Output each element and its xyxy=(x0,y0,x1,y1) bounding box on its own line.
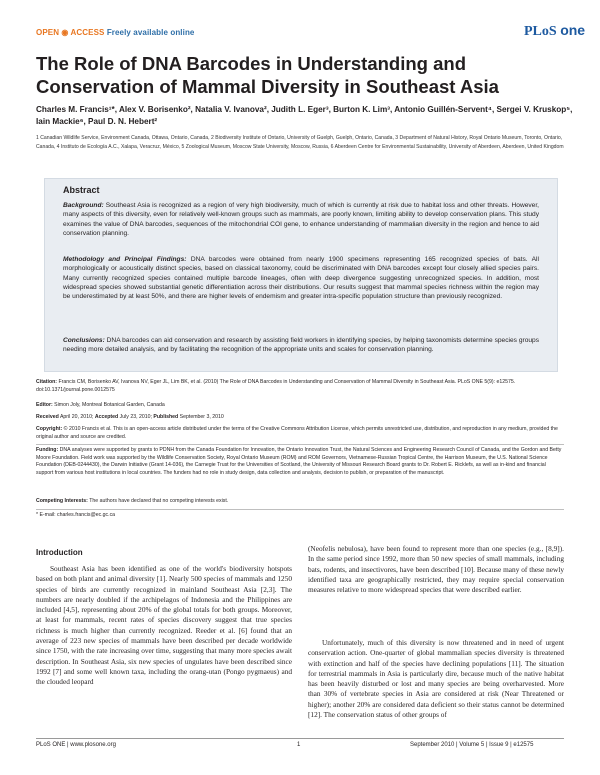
funding-text: DNA analyses were supported by grants to PDNH from the Canada Foundation for Innovation, the Ontario Innovation Trust, the Natural Sciences and Engineering Research Council of Canada, and the Gordon and Betty Moore Foundation. Field work was supported by the Wildlife Conservation Society, Royal Ontario Museum (ROM) and ROM Governors, Vietnamese-Russian Tropical Centre, the Harrison Museum, the U.S. National Science Foundation (DEB-0244430), the Darwin Initiative (Grant 14-036), the Carnegie Trust for the Universities of Scotland, the University of Missouri Research Board grants to Dr. Robert E. Ricklefs, as well as in-kind and financial support from various host institutions in local countries. The funders had no role in study design, data collection and analysis, decision to publish, or preparation of the manuscript. xyxy=(36,447,562,476)
intro-column-right-p1: (Neofelis nebulosa), have been found to represent more than one species (e.g., [8,9]). In the same period since 1992, more than 50 new species of small mammals, including bats, rodents, and insectivores, have been described [10]. Because many of these newly identified taxa are geographically restricted, they may require special conservation measures relative to more widespread species that were described earlier. xyxy=(308,544,564,595)
citation-text: Francis CM, Borisenko AV, Ivanova NV, Eger JL, Lim BK, et al. (2010) The Role of DNA Barcodes in Understanding and Conservation of Mammal Diversity in Southeast Asia. PLoS ONE 5(9): e12575. doi:10.1371/journal.pone.0012575 xyxy=(36,379,516,393)
methods-text: DNA barcodes were obtained from nearly 1900 specimens representing 165 recognized species of bats. All morphologically or acoustically distinct species, based on classical taxonomy, could be discriminated with DNA barcodes except four closely allied species pairs. Many currently recognized species contained multiple barcode lineages, often with deep divergence suggesting unrecognized species. In addition, most widespread species showed substantial genetic differentiation across their distributions. Our results suggest that mammal species richness within the region may be underestimated by at least 50%, and there are higher levels of endemism and greater intra-specific population structure than previously recognized. xyxy=(63,256,539,301)
citation xyxy=(36,379,564,394)
received-date: April 20, 2010; xyxy=(58,414,95,420)
editor-text: Simon Joly, Montreal Botanical Garden, Canada xyxy=(52,402,165,408)
accepted-label: Accepted xyxy=(94,414,119,420)
competing-text: The authors have declared that no competing interests exist. xyxy=(87,498,229,504)
footer-divider xyxy=(36,738,564,739)
freely-available-label: Freely available online xyxy=(106,28,195,37)
footer-page-number: 1 xyxy=(297,742,301,748)
abstract-conclusions xyxy=(63,336,539,355)
plos-one-logo xyxy=(524,22,585,40)
funding xyxy=(36,447,564,477)
published-label: Published xyxy=(153,414,179,420)
footer-journal[interactable]: PLoS ONE | www.plosone.org xyxy=(36,742,116,748)
published-date: September 3, 2010 xyxy=(178,414,224,420)
intro-column-left: Southeast Asia has been identified as one of the world's biodiversity hotspots based on both plant and animal diversity [1]. Nearly 500 species of mammals and 1250 species of birds are currently recognized in mainland Southeast Asia [2,3]. The numbers are nearly doubled if the archipelagos of Indonesia and the Philippines are included [4,5], representing about 20% of the global totals for both groups. Moreover, at least for mammals, recent rates of species discovery suggest that true species richness is much higher than currently recognized. Reeder et al. [6] found that an average of 223 new species of mammals have been described per decade worldwide since 1750, with the rate increasing over time, suggesting that many more species await description. In Southeast Asia, six new species of ungulates have been described since 1992 [7] and some well known taxa, including the orang-utan (Pongo pygmaeus) and the clouded leopard xyxy=(36,564,292,687)
abstract-heading: Abstract xyxy=(63,185,100,195)
meta-divider xyxy=(36,444,564,445)
abstract-box xyxy=(44,178,558,372)
competing-interests xyxy=(36,498,564,506)
copyright-label: Copyright: xyxy=(36,426,63,432)
abstract-methods xyxy=(63,255,539,301)
introduction-heading: Introduction xyxy=(36,548,83,557)
competing-label: Competing Interests: xyxy=(36,498,88,504)
access-word: ACCESS xyxy=(70,28,105,37)
abstract-background xyxy=(63,201,539,238)
citation-label: Citation: xyxy=(36,379,58,385)
unlock-icon: ◉ xyxy=(61,28,69,37)
article-title: The Role of DNA Barcodes in Understanding and Conservation of Mammal Diversity in Southeast Asia xyxy=(36,53,499,97)
intro-column-right-p2: Unfortunately, much of this diversity is now threatened and in need of urgent conservation action. One-quarter of global mammalian species diversity is threatened with extinction and half of the species have declining populations [11]. The situation for terrestrial mammals in Asia is particularly dire, because much of the native habitat has been heavily disturbed or lost and many species are being overharvested. More than 30% of vertebrate species in Asia are considered at risk (Near Threatened or higher); another 20% are considered data deficient so their status cannot be determined [12]. The conservation status of other groups of xyxy=(308,638,564,720)
copyright xyxy=(36,426,564,441)
affiliations: 1 Canadian Wildlife Service, Environment Canada, Ottawa, Ontario, Canada, 2 Biodiversity Institute of Ontario, University of Guelph, Guelph, Ontario, Canada, 3 Department of Natural History, Royal Ontario Museum, Toronto, Ontario, Canada, 4 Instituto de Ecología A.C., Xalapa, Veracruz, México, 5 Zoological Museum, Moscow State University, Moscow, Russia, 6 Aberdeen Centre for Environmental Sustainability, University of Aberdeen, Aberdeen, United Kingdom xyxy=(36,135,564,150)
copyright-text: © 2010 Francis et al. This is an open-access article distributed under the terms of the Creative Commons Attribution License, which permits unrestricted use, distribution, and reproduction in any medium, provided the original author and source are credited. xyxy=(36,426,558,440)
background-label: Background: xyxy=(63,202,104,209)
dates xyxy=(36,414,564,422)
accepted-date: July 23, 2010; xyxy=(118,414,154,420)
received-label: Received xyxy=(36,414,59,420)
footer-issue: September 2010 | Volume 5 | Issue 9 | e12575 xyxy=(410,742,534,748)
editor xyxy=(36,402,564,410)
email-divider xyxy=(36,509,564,510)
conclusions-label: Conclusions: xyxy=(63,337,105,344)
corresponding-email[interactable]: * E-mail: charles.francis@ec.gc.ca xyxy=(36,512,116,518)
methods-label: Methodology and Principal Findings: xyxy=(63,256,187,263)
background-text: Southeast Asia is recognized as a region of very high biodiversity, much of which is currently at risk due to habitat loss and other threats. However, many aspects of this diversity, even for relatively well-known groups such as mammals, are poorly known, limiting ability to develop conservation plans. This study examines the value of DNA barcodes, sequences of the mitochondrial COI gene, to enhance understanding of mammalian diversity in the region and hence to aid conservation planning. xyxy=(63,202,539,237)
logo-plos: PLoS xyxy=(524,24,557,39)
open-word: OPEN xyxy=(36,28,60,37)
author-list: Charles M. Francis¹*, Alex V. Borisenko², Natalia V. Ivanova², Judith L. Eger³, Burton K. Lim³, Antonio Guillén-Servent⁴, Sergei V. Kruskop⁵, Iain Mackie⁶, Paul D. N. Hebert² xyxy=(36,105,573,126)
logo-one: one xyxy=(560,22,586,38)
conclusions-text: DNA barcodes can aid conservation and research by assisting field workers in identifying species, by helping taxonomists determine species groups needing more detailed analysis, and by facilitating the recognition of the appropriate units and scales for conservation planning. xyxy=(63,337,539,354)
open-access-banner xyxy=(36,28,194,37)
funding-label: Funding: xyxy=(36,447,59,453)
editor-label: Editor: xyxy=(36,402,53,408)
